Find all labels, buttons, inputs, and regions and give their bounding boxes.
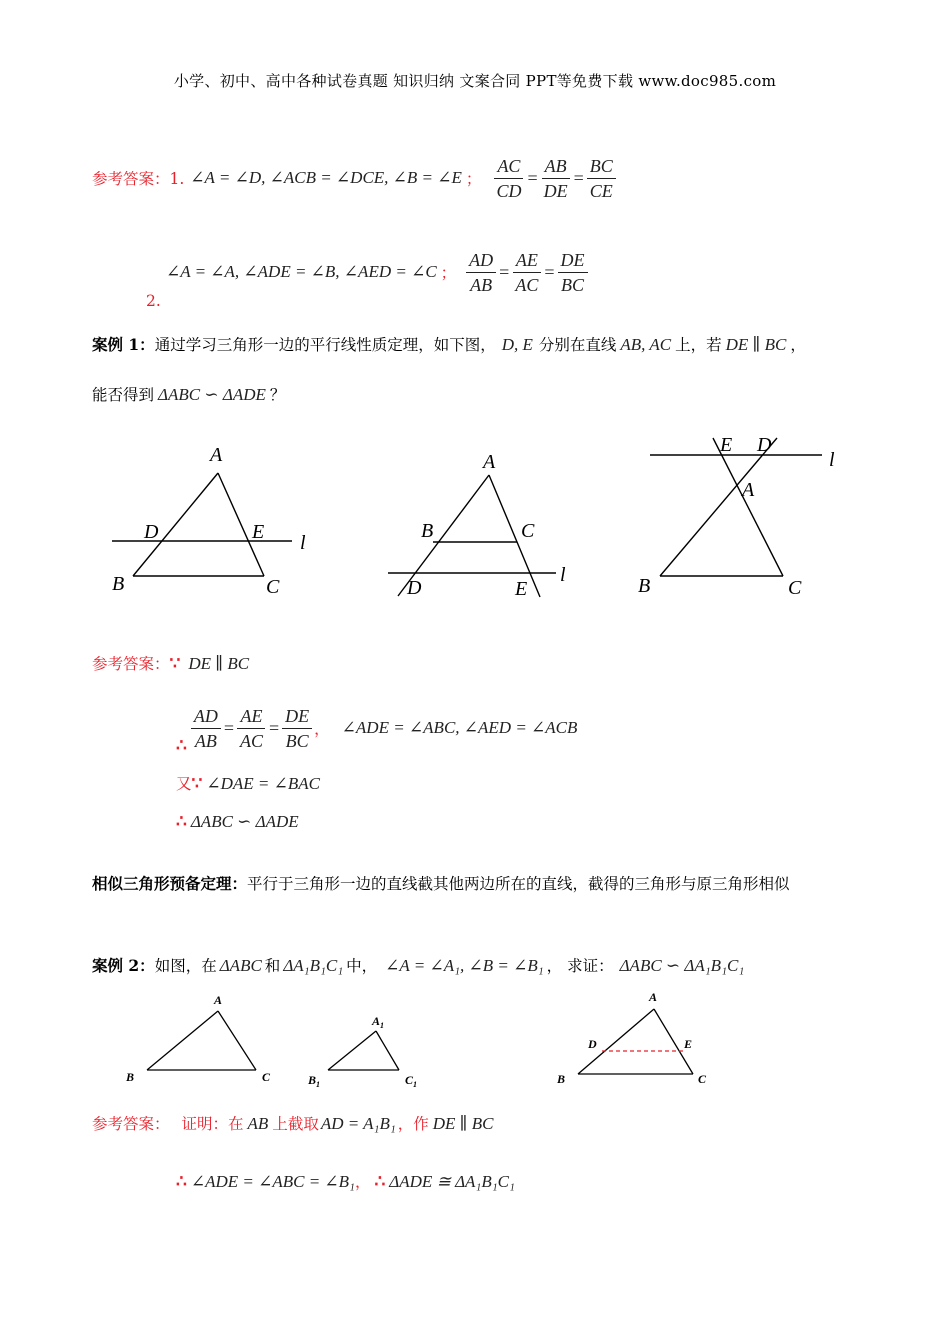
case-1-line-2: 能否得到 ΔABC ∽ ΔADE ？ (92, 385, 286, 404)
fig3-label-a: A (742, 479, 755, 501)
fig2-label-c: C (521, 520, 535, 542)
proof-1-frac-1: $\frac{AD}{AB}$ (191, 705, 221, 752)
case-2-line: 案例 2：如图，在 ΔABC 和 ΔA₁B₁C₁ 中， ∠A = ∠A₁, ∠B = ∠B₁ ， 求证： ΔABC ∽ ΔA₁B₁C₁ (92, 956, 745, 975)
answer-1-angles: ∠A = ∠D, ∠ACB = ∠DCE, ∠B = ∠E (190, 168, 462, 187)
case2-fig3-a: A (649, 990, 658, 1004)
answer-2-frac-1: $\frac{AD}{AB}$ (466, 249, 496, 296)
figure-abc (147, 1011, 256, 1070)
case2-fig1-a: A (214, 993, 223, 1007)
proof-2-setup: 参考答案： 证明：在 AB 上截取 AD = A₁B₁ ，作 DE ∥ BC (92, 1114, 494, 1133)
fig3-label-l: l (829, 449, 835, 471)
fig1-label-b: B (112, 573, 125, 595)
fig1-label-c: C (266, 576, 280, 598)
proof-1-given: 参考答案：∵ DE ∥ BC (92, 654, 250, 674)
answer-1-frac-1: $\frac{AC}{CD}$ (496, 155, 522, 201)
answer-1-line: 参考答案：1. ∠A = ∠D, ∠ACB = ∠DCE, ∠B = ∠E ； $\frac{AC}{CD}$ = $\frac{AB}{DE}$ = $\frac{BC}{CE}$ (92, 150, 616, 206)
answer-2-frac-3: $\frac{DE}{BC}$ (558, 249, 588, 296)
case2-fig3-e: E (684, 1037, 693, 1051)
case2-fig2-a: $A_1$ (372, 1014, 385, 1030)
figure-3 (650, 438, 822, 576)
proof-1-conclusion: ∴ ΔABC ∽ ΔADE (176, 812, 299, 832)
case2-fig3-c: C (698, 1072, 707, 1086)
fig2-label-l: l (560, 564, 566, 586)
answer-1-frac-3: $\frac{BC}{CE}$ (587, 155, 616, 202)
fig3-label-d: D (757, 434, 772, 456)
fig2-label-b: B (421, 520, 434, 542)
theorem: 相似三角形预备定理：平行于三角形一边的直线截其他两边所在的直线，截得的三角形与原三角形相似 (92, 874, 790, 893)
case2-fig1-b: B (126, 1070, 135, 1084)
case-1-figures (80, 420, 880, 620)
proof-1-frac-2: $\frac{AE}{AC}$ (237, 705, 266, 752)
answer-1-sep: ； (465, 170, 482, 188)
proof-1-angles: ∠ADE = ∠ABC, ∠AED = ∠ACB (341, 718, 578, 737)
answer-2-line: ∠A = ∠A, ∠ADE = ∠B, ∠AED = ∠C ； $\frac{AD}{AB}$ = $\frac{AE}{AC}$ = $\frac{DE}{BC}$ (166, 244, 588, 300)
proof-2-conclusion: ∴ ∠ADE = ∠ABC = ∠B₁， ∴ ΔADE ≅ ΔA₁B₁C₁ (176, 1172, 515, 1192)
fig1-label-a: A (210, 444, 223, 466)
fig2-label-a: A (483, 451, 496, 473)
answer-2-angles: ∠A = ∠A, ∠ADE = ∠B, ∠AED = ∠C (166, 262, 437, 281)
case2-fig2-b: $B_1$ (308, 1073, 321, 1089)
answer-2-frac-2: $\frac{AE}{AC}$ (512, 249, 541, 296)
figure-1 (112, 473, 292, 576)
fig1-label-l: l (300, 532, 306, 554)
case-1-line-1: 案例 1：通过学习三角形一边的平行线性质定理，如下图， D, E 分别在直线 AB, AC 上，若 DE ∥ BC ， (92, 335, 806, 354)
fig3-label-e: E (720, 434, 733, 456)
page-header: 小学、初中、高中各种试卷真题 知识归纳 文案合同 PPT等免费下载 www.doc985.com (173, 72, 777, 90)
fig1-label-d: D (144, 521, 159, 543)
figure-a1b1c1 (328, 1031, 399, 1070)
answer-1-label: 参考答案：1. (92, 170, 185, 188)
answer-2-label: 2. (146, 292, 161, 310)
proof-1-frac-3: $\frac{DE}{BC}$ (282, 705, 312, 752)
fig1-label-e: E (252, 521, 265, 543)
fig2-label-e: E (515, 578, 528, 600)
fig2-label-d: D (407, 577, 422, 599)
proof-1-also: 又∵ ∠DAE = ∠BAC (176, 774, 320, 794)
answer-2-sep: ； (440, 264, 457, 282)
answer-1-frac-2: $\frac{AB}{DE}$ (543, 155, 568, 201)
case2-fig3-d: D (588, 1037, 597, 1051)
proof-1-ratios: ∴ $\frac{AD}{AB}$ = $\frac{AE}{AC}$ = $\frac{DE}{BC}$ ， ∠ADE = ∠ABC, ∠AED = ∠ACB (176, 705, 578, 756)
fig3-label-c: C (788, 577, 802, 599)
fig3-label-b: B (638, 575, 651, 597)
case2-fig2-c: $C_1$ (405, 1073, 418, 1089)
case2-fig3-b: B (557, 1072, 566, 1086)
case2-fig1-c: C (262, 1070, 271, 1084)
case-2-figures (110, 985, 730, 1095)
